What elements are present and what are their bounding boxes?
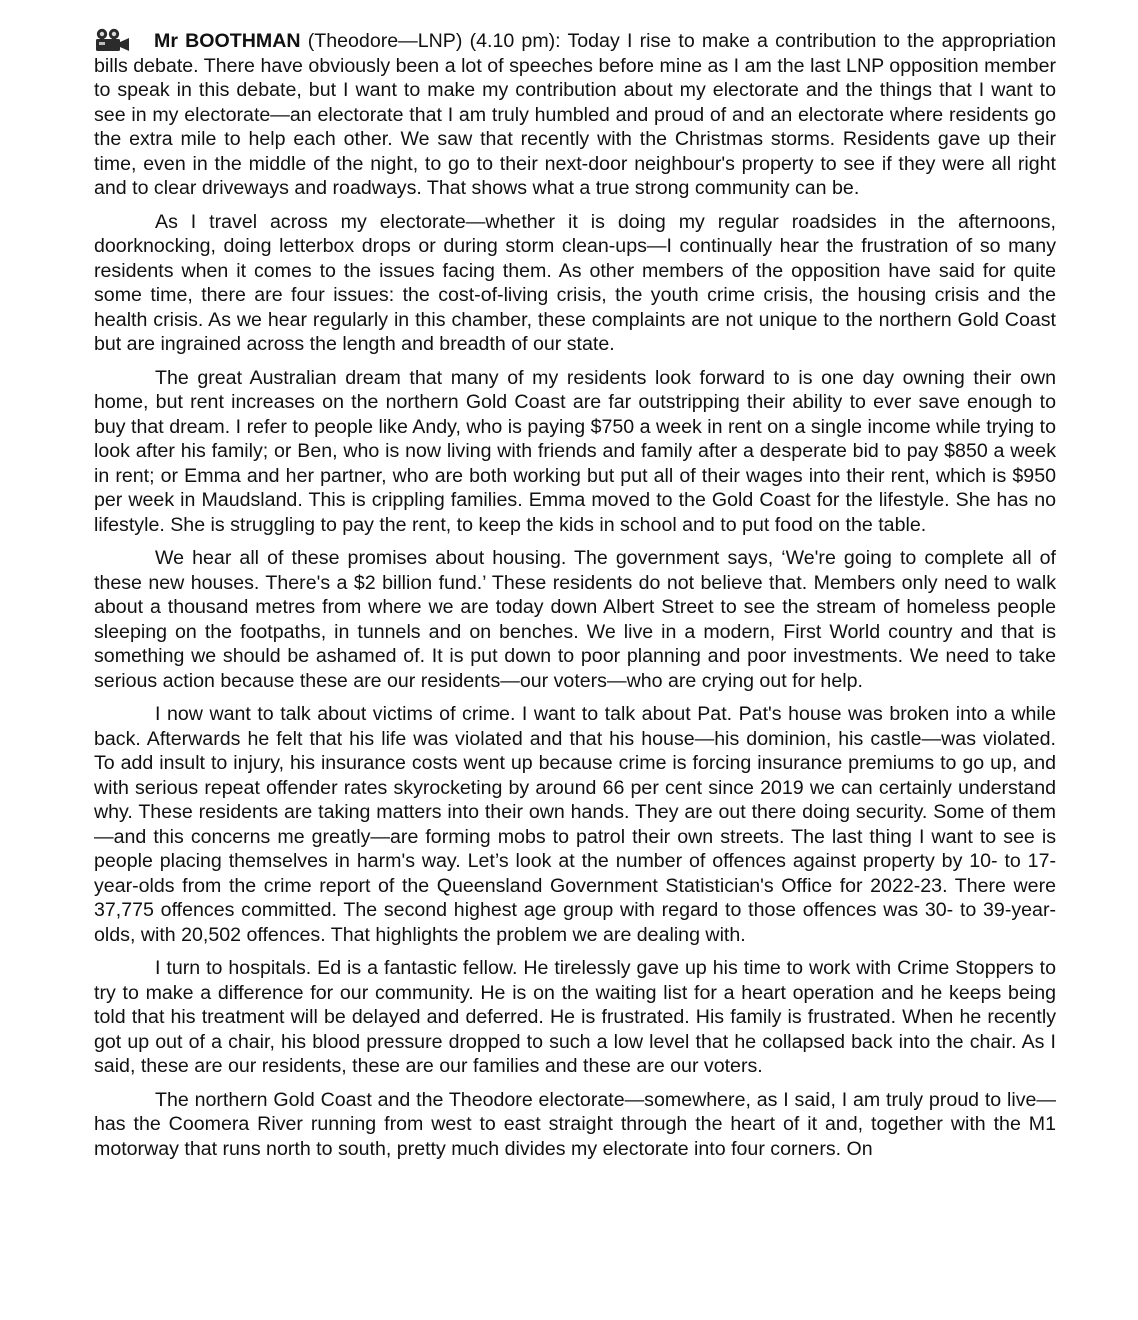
speech-paragraph: I turn to hospitals. Ed is a fantastic fellow. He tirelessly gave up his time to work with Crime Stoppers to try to make a difference for our community. He is on the waiting list for a heart operation and he keeps being told that his treatment will be delayed and deferred. He is frustrated. His family is frustrated. When he recently got up out of a chair, his blood pressure dropped to such a low level that he collapsed back into the chair. As I said, these are our residents, these are our families and these are our voters. <box>94 957 1056 1077</box>
speech-paragraph: As I travel across my electorate—whether it is doing my regular roadsides in the afternoons, doorknocking, doing letterbox drops or during storm clean-ups—I continually hear the frustration of so many residents when it comes to the issues facing them. As other members of the opposition have said for quite some time, there are four issues: the cost-of-living crisis, the youth crime crisis, the housing crisis and the health crisis. As we hear regularly in this chamber, these complaints are not unique to the northern Gold Coast but are ingrained across the length and breadth of our state. <box>94 210 1056 355</box>
speech-paragraph: The northern Gold Coast and the Theodore electorate—somewhere, as I said, I am truly proud to live—has the Coomera River running from west to east straight through the heart of it and, together with the M1 motorway that runs north to south, pretty much divides my electorate into four corners. On <box>94 1088 1056 1160</box>
speech-paragraph: I now want to talk about victims of crime. I want to talk about Pat. Pat's house was broken into a while back. Afterwards he felt that his life was violated and that his house—his dominion, his castle—was violated. To add insult to injury, his insurance costs went up because crime is forcing insurance premiums to go up, and with serious repeat offender rates skyrocketing by around 66 per cent since 2019 we can certainly understand why. These residents are taking matters into their own hands. They are out there doing security. Some of them—and this concerns me greatly—are forming mobs to patrol their own streets. The last thing I want to see is people placing themselves in harm's way. Let’s look at the number of offences against property by 10- to 17-year-olds from the crime report of the Queensland Government Statistician's Office for 2022-23. There were 37,775 offences committed. The second highest age group with regard to those offences was 30- to 39-year-olds, with 20,502 offences. That highlights the problem we are dealing with. <box>94 703 1056 946</box>
speech-paragraph: We hear all of these promises about housing. The government says, ‘We're going to complete all of these new houses. There's a $2 billion fund.’ These residents do not believe that. Members only need to walk about a thousand metres from where we are today down Albert Street to see the stream of homeless people sleeping on the footpaths, in tunnels and on benches. We live in a modern, First World country and that is something we should be ashamed of. It is put down to poor planning and poor investments. We need to take serious action because these are our residents—our voters—who are crying out for help. <box>94 547 1056 692</box>
hansard-page <box>94 28 1056 1170</box>
speech-opening-paragraph <box>94 28 1056 201</box>
speaker-name: Mr BOOTHMAN <box>154 30 301 52</box>
video-camera-icon[interactable] <box>94 28 130 52</box>
speech-paragraph: The great Australian dream that many of my residents look forward to is one day owning their own home, but rent increases on the northern Gold Coast are far outstripping their ability to ever save enough to buy that dream. I refer to people like Andy, who is paying $750 a week in rent on a single income while trying to look after his family; or Ben, who is now living with friends and family after a desperate bid to pay $850 a week in rent; or Emma and her partner, who are both working but put all of their wages into their rent, which is $950 per week in Maudsland. This is crippling families. Emma moved to the Gold Coast for the lifestyle. She has no lifestyle. She is struggling to pay the rent, to keep the kids in school and to put food on the table. <box>94 366 1056 536</box>
speech-intro-text: (Theodore—LNP) (4.10 pm): Today I rise to make a contribution to the appropriation bills debate. There have obviously been a lot of speeches before mine as I am the last LNP opposition member to speak in this debate, but I want to make my contribution about my electorate and the things that I want to see in my electorate—an electorate that I am truly humbled and proud of and an electorate where residents go the extra mile to help each other. We saw that recently with the Christmas storms. Residents gave up their time, even in the middle of the night, to go to their next-door neighbour's property to see if they were all right and to clear driveways and roadways. That shows what a true strong community can be. <box>94 30 1056 199</box>
